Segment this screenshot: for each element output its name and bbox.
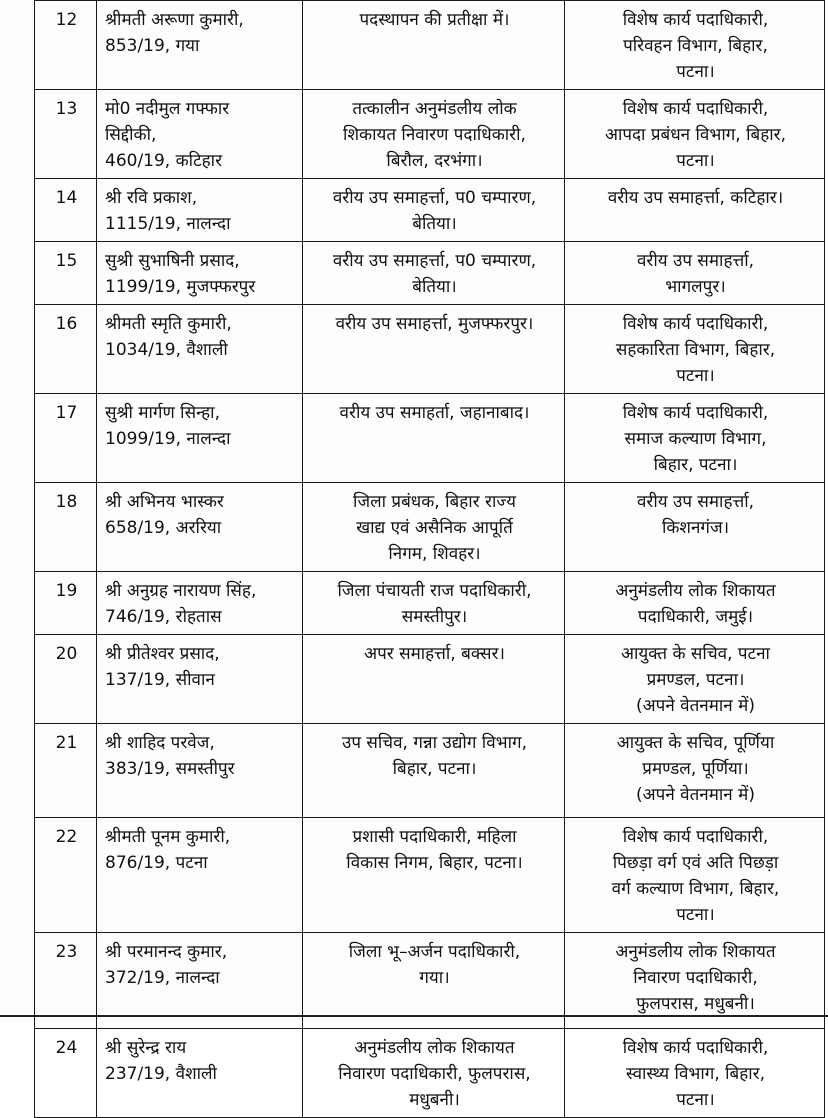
table-row [35,305,825,394]
table-row [35,483,825,572]
officer-name-cell-line: 853/19, गया [105,36,200,56]
officer-name-cell [97,635,303,724]
officer-name-cell [97,305,303,394]
officer-name-cell-line: सिद्दीकी, [105,125,157,145]
table-row [35,1,825,90]
current-posting-cell-line: खाद्य एवं असैनिक आपूर्ति [356,518,513,538]
new-posting-cell-line: पिछड़ा वर्ग एवं अति पिछड़ा [612,853,779,873]
new-posting-cell-line: स्वास्थ्य विभाग, बिहार, [625,1064,766,1084]
current-posting-cell-line: समस्तीपुर। [401,607,468,627]
serial-number-cell: 15 [35,242,97,305]
new-posting-cell [565,818,825,933]
officer-name-cell-line: मो0 नदीमुल गफ्फार [105,99,230,119]
page-bottom-edge [0,1015,828,1017]
new-posting-cell-line: वरीय उप समाहर्त्ता, [636,492,755,512]
current-posting-cell-line: अनुमंडलीय लोक शिकायत [354,1038,515,1058]
new-posting-cell-line: वरीय उप समाहर्त्ता, [636,251,755,271]
transfer-posting-table [34,0,825,1118]
table-row [35,90,825,179]
table-row [35,1029,825,1118]
officer-name-cell [97,90,303,179]
current-posting-cell-line: बिरौल, दरभंगा। [386,151,483,171]
table-row [35,394,825,483]
current-posting-cell-line: बेतिया। [412,277,457,297]
officer-name-cell-line: श्री सुरेन्द्र राय [105,1038,187,1058]
new-posting-cell [565,90,825,179]
officer-name-cell [97,483,303,572]
new-posting-cell-line: पटना। [676,366,715,386]
new-posting-cell [565,635,825,724]
officer-name-cell-line: श्री अभिनय भास्कर [105,492,224,512]
table-row [35,242,825,305]
current-posting-cell [303,483,565,572]
current-posting-cell-line: मधुबनी। [409,1090,460,1110]
officer-name-cell-line: 1115/19, नालन्दा [105,214,231,234]
current-posting-cell [303,724,565,818]
new-posting-cell-line: अनुमंडलीय लोक शिकायत [615,581,776,601]
new-posting-cell-line: विशेष कार्य पदाधिकारी, [622,314,769,334]
new-posting-cell-line: पटना। [676,62,715,82]
officer-name-cell-line: श्री शाहिद परवेज, [105,733,215,753]
serial-number-cell: 19 [35,572,97,635]
new-posting-cell-line: आपदा प्रबंधन विभाग, बिहार, [604,125,787,145]
officer-name-cell-line: श्री परमानन्द कुमार, [105,942,228,962]
serial-number-cell: 17 [35,394,97,483]
current-posting-cell-line: पदस्थापन की प्रतीक्षा में। [359,10,510,30]
current-posting-cell [303,179,565,242]
new-posting-cell-line: पटना। [676,151,715,171]
officer-name-cell-line: श्रीमती पूनम कुमारी, [105,827,231,847]
officer-name-cell-line: सुश्री सुभाषिनी प्रसाद, [105,251,240,271]
table-row [35,179,825,242]
current-posting-cell-line: जिला भू–अर्जन पदाधिकारी, [348,942,521,962]
serial-number-cell: 16 [35,305,97,394]
current-posting-cell-line: विकास निगम, बिहार, पटना। [346,853,523,873]
new-posting-cell-line: (अपने वेतनमान में) [636,696,755,716]
officer-name-cell-line: 237/19, वैशाली [105,1064,217,1084]
current-posting-cell-line: निगम, शिवहर। [388,544,481,564]
officer-name-cell-line: 372/19, नालन्दा [105,968,220,988]
current-posting-cell-line: प्रशासी पदाधिकारी, महिला [352,827,517,847]
current-posting-cell-line: बिहार, पटना। [392,759,477,779]
current-posting-cell-line: वरीय उप समाहर्त्ता, प0 चम्पारण, [332,251,537,271]
serial-number-cell: 23 [35,933,97,1029]
new-posting-cell-line: बिहार, पटना। [653,455,738,475]
new-posting-cell [565,724,825,818]
new-posting-cell [565,1,825,90]
officer-name-cell [97,818,303,933]
new-posting-cell-line: फुलपरास, मधुबनी। [636,994,755,1014]
new-posting-cell-line: पदाधिकारी, जमुई। [637,607,754,627]
new-posting-cell [565,394,825,483]
new-posting-cell-line: आयुक्त के सचिव, पटना [621,644,770,664]
new-posting-cell [565,483,825,572]
new-posting-cell [565,179,825,242]
new-posting-cell-line: पटना। [676,1090,715,1110]
current-posting-cell [303,242,565,305]
table-row [35,635,825,724]
new-posting-cell-line: (अपने वेतनमान में) [636,785,755,805]
serial-number-cell: 24 [35,1029,97,1118]
new-posting-cell-line: पटना। [676,905,715,925]
current-posting-cell [303,394,565,483]
officer-name-cell [97,179,303,242]
new-posting-cell-line: वर्ग कल्याण विभाग, बिहार, [611,879,780,899]
serial-number-cell: 14 [35,179,97,242]
new-posting-cell [565,305,825,394]
officer-name-cell-line: श्री रवि प्रकाश, [105,188,198,208]
new-posting-cell-line: प्रमण्डल, पूर्णिया। [642,759,749,779]
new-posting-cell-line: निवारण पदाधिकारी, [633,968,758,988]
current-posting-cell-line: अपर समाहर्त्ता, बक्सर। [364,644,505,664]
current-posting-cell [303,1029,565,1118]
current-posting-cell [303,635,565,724]
current-posting-cell-line: वरीय उप समाहर्त्ता, प0 चम्पारण, [332,188,537,208]
officer-name-cell-line: 137/19, सीवान [105,670,215,690]
officer-name-cell-line: 1199/19, मुजफ्फरपुर [105,277,256,297]
officer-name-cell-line: श्रीमती अरूणा कुमारी, [105,10,244,30]
officer-name-cell-line: 1034/19, वैशाली [105,340,228,360]
new-posting-cell-line: अनुमंडलीय लोक शिकायत [615,942,776,962]
officer-name-cell-line: 460/19, कटिहार [105,151,223,171]
serial-number-cell: 13 [35,90,97,179]
new-posting-cell-line: विशेष कार्य पदाधिकारी, [622,827,769,847]
current-posting-cell-line: जिला पंचायती राज पदाधिकारी, [337,581,532,601]
current-posting-cell [303,818,565,933]
serial-number-cell: 12 [35,1,97,90]
officer-name-cell-line: श्री अनुग्रह नारायण सिंह, [105,581,257,601]
current-posting-cell-line: तत्कालीन अनुमंडलीय लोक [352,99,517,119]
new-posting-cell-line: विशेष कार्य पदाधिकारी, [622,1038,769,1058]
current-posting-cell-line: निवारण पदाधिकारी, फुलपरास, [338,1064,531,1084]
new-posting-cell [565,1029,825,1118]
officer-name-cell-line: 1099/19, नालन्दा [105,429,231,449]
new-posting-cell-line: विशेष कार्य पदाधिकारी, [622,99,769,119]
serial-number-cell: 21 [35,724,97,818]
officer-name-cell-line: 658/19, अररिया [105,518,222,538]
current-posting-cell-line: शिकायत निवारण पदाधिकारी, [343,125,526,145]
serial-number-cell: 22 [35,818,97,933]
officer-name-cell-line: 746/19, रोहतास [105,607,222,627]
officer-name-cell [97,394,303,483]
current-posting-cell-line: जिला प्रबंधक, बिहार राज्य [353,492,516,512]
officer-name-cell [97,724,303,818]
new-posting-cell-line: परिवहन विभाग, बिहार, [623,36,768,56]
officer-name-cell [97,1,303,90]
officer-name-cell-line: सुश्री मार्गण सिन्हा, [105,403,220,423]
new-posting-cell-line: किशनगंज। [661,518,730,538]
new-posting-cell [565,242,825,305]
table-body [35,1,825,1118]
new-posting-cell-line: समाज कल्याण विभाग, [624,429,767,449]
officer-name-cell-line: श्रीमती स्मृति कुमारी, [105,314,232,334]
officer-name-cell [97,572,303,635]
new-posting-cell [565,572,825,635]
current-posting-cell [303,90,565,179]
current-posting-cell-line: वरीय उप समाहर्त्ता, मुजफ्फरपुर। [335,314,534,334]
new-posting-cell-line: प्रमण्डल, पटना। [646,670,745,690]
new-posting-cell-line: सहकारिता विभाग, बिहार, [615,340,776,360]
current-posting-cell-line: वरीय उप समाहर्ता, जहानाबाद। [339,403,530,423]
new-posting-cell-line: विशेष कार्य पदाधिकारी, [622,10,769,30]
current-posting-cell-line: गया। [419,968,450,988]
current-posting-cell [303,1,565,90]
officer-name-cell-line: 876/19, पटना [105,853,208,873]
officer-name-cell [97,242,303,305]
officer-name-cell-line: 383/19, समस्तीपुर [105,759,235,779]
serial-number-cell: 20 [35,635,97,724]
table-row [35,572,825,635]
new-posting-cell-line: आयुक्त के सचिव, पूर्णिया [616,733,775,753]
new-posting-cell-line: वरीय उप समाहर्त्ता, कटिहार। [607,188,784,208]
current-posting-cell-line: उप सचिव, गन्ना उद्योग विभाग, [342,733,527,753]
new-posting-cell-line: विशेष कार्य पदाधिकारी, [622,403,769,423]
officer-name-cell [97,1029,303,1118]
officer-name-cell-line: श्री प्रीतेश्वर प्रसाद, [105,644,220,664]
new-posting-cell-line: भागलपुर। [665,277,726,297]
current-posting-cell [303,305,565,394]
serial-number-cell: 18 [35,483,97,572]
table-row [35,724,825,818]
current-posting-cell [303,572,565,635]
current-posting-cell-line: बेतिया। [412,214,457,234]
table-row [35,818,825,933]
